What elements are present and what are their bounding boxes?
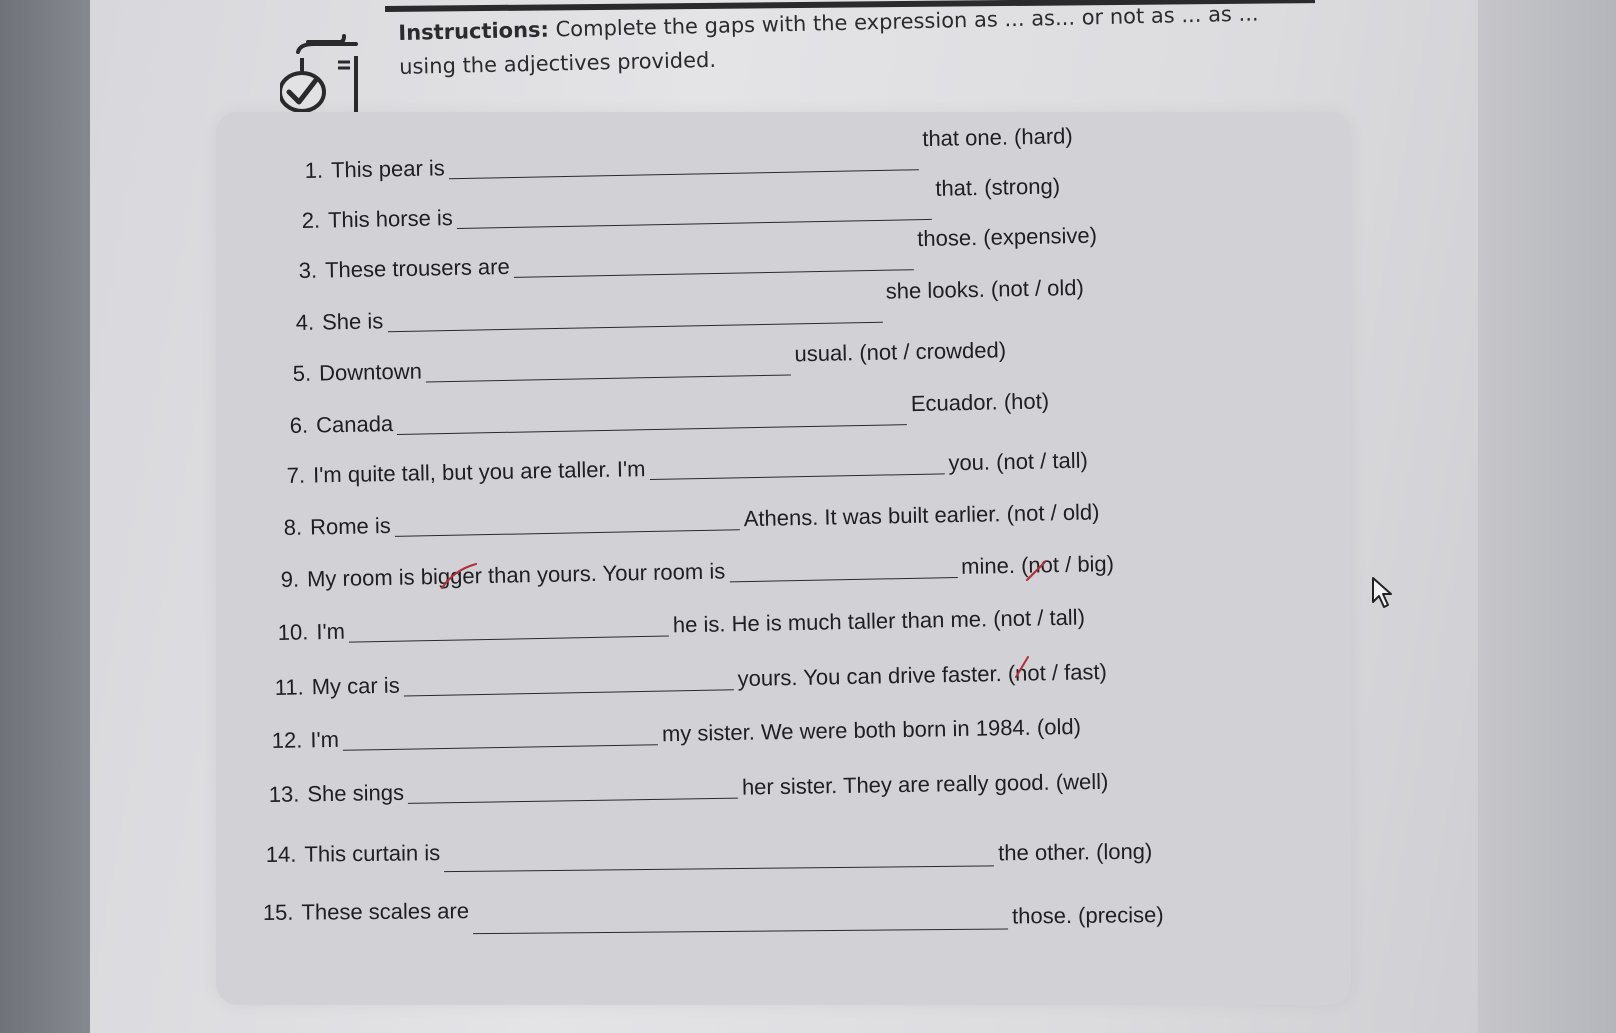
item-number: 13. bbox=[268, 781, 300, 808]
item-before: This horse is bbox=[327, 205, 454, 233]
item-number: 15. bbox=[262, 899, 294, 926]
background-right bbox=[1478, 0, 1616, 1033]
item-before: She sings bbox=[307, 779, 405, 807]
instructions-text: Complete the gaps with the expression as ... as... or not as ... as ... bbox=[555, 1, 1259, 42]
item-after: Ecuador. (hot) bbox=[910, 388, 1050, 417]
mouse-cursor-icon bbox=[1370, 576, 1396, 610]
item-after: you. (not / tall) bbox=[948, 447, 1089, 476]
item-number: 10. bbox=[277, 619, 309, 646]
item-number: 6. bbox=[289, 412, 309, 439]
item-before: My car is bbox=[311, 672, 400, 700]
item-after: that one. (hard) bbox=[922, 123, 1073, 152]
item-after: those. (precise) bbox=[1011, 902, 1164, 929]
item-before: This pear is bbox=[330, 155, 446, 183]
item-before: Rome is bbox=[309, 512, 392, 540]
item-number: 7. bbox=[286, 462, 306, 489]
item-number: 14. bbox=[265, 841, 297, 868]
item-number: 1. bbox=[304, 157, 324, 184]
item-after: my sister. We were both born in 1984. (old) bbox=[661, 713, 1082, 747]
item-number: 11. bbox=[274, 674, 304, 701]
answer-blank[interactable] bbox=[473, 906, 1008, 934]
answer-blank[interactable] bbox=[403, 667, 733, 696]
item-before: I'm bbox=[310, 726, 340, 753]
red-pen-mark-1 bbox=[440, 560, 480, 590]
answer-blank[interactable] bbox=[408, 776, 738, 804]
item-before: I'm bbox=[316, 618, 346, 645]
instructions-label: Instructions: bbox=[398, 17, 550, 45]
red-pen-mark-2 bbox=[1025, 560, 1049, 584]
answer-blank[interactable] bbox=[729, 555, 957, 582]
answer-blank[interactable] bbox=[395, 507, 740, 537]
answer-blank[interactable] bbox=[349, 613, 669, 642]
item-after: she looks. (not / old) bbox=[885, 274, 1085, 304]
answer-blank[interactable] bbox=[426, 352, 791, 382]
item-after: her sister. They are really good. (well) bbox=[741, 768, 1109, 800]
item-before: I'm quite tall, but you are taller. I'm bbox=[312, 456, 646, 488]
item-before: These scales are bbox=[301, 898, 470, 925]
answer-blank[interactable] bbox=[649, 451, 944, 480]
item-after: Athens. It was built earlier. (not / old) bbox=[743, 499, 1100, 532]
item-number: 3. bbox=[298, 257, 318, 284]
item-before: These trousers are bbox=[324, 253, 510, 283]
item-before: She is bbox=[321, 308, 384, 335]
item-number: 4. bbox=[295, 309, 315, 336]
item-number: 2. bbox=[301, 207, 321, 234]
item-number: 8. bbox=[283, 514, 303, 541]
instructions-line-2: using the adjectives provided. bbox=[398, 47, 717, 79]
answer-blank[interactable] bbox=[343, 722, 658, 750]
item-after: that. (strong) bbox=[935, 173, 1061, 201]
item-before: Downtown bbox=[318, 358, 423, 386]
item-after: yours. You can drive faster. (not / fast) bbox=[737, 659, 1108, 692]
answer-blank[interactable] bbox=[513, 247, 913, 278]
item-number: 9. bbox=[280, 566, 300, 593]
item-number: 5. bbox=[292, 360, 312, 387]
item-after: usual. (not / crowded) bbox=[794, 337, 1007, 367]
item-before: My room is bigger than yours. Your room is bbox=[306, 558, 726, 592]
item-before: Canada bbox=[315, 411, 394, 438]
item-before: This curtain is bbox=[304, 840, 441, 867]
item-number: 12. bbox=[271, 727, 303, 754]
item-after: mine. (not / big) bbox=[960, 551, 1115, 579]
item-after: the other. (long) bbox=[998, 838, 1153, 866]
item-after: those. (expensive) bbox=[917, 222, 1098, 252]
item-after: he is. He is much taller than me. (not / tall) bbox=[672, 604, 1086, 638]
red-pen-mark-3 bbox=[1012, 655, 1032, 679]
